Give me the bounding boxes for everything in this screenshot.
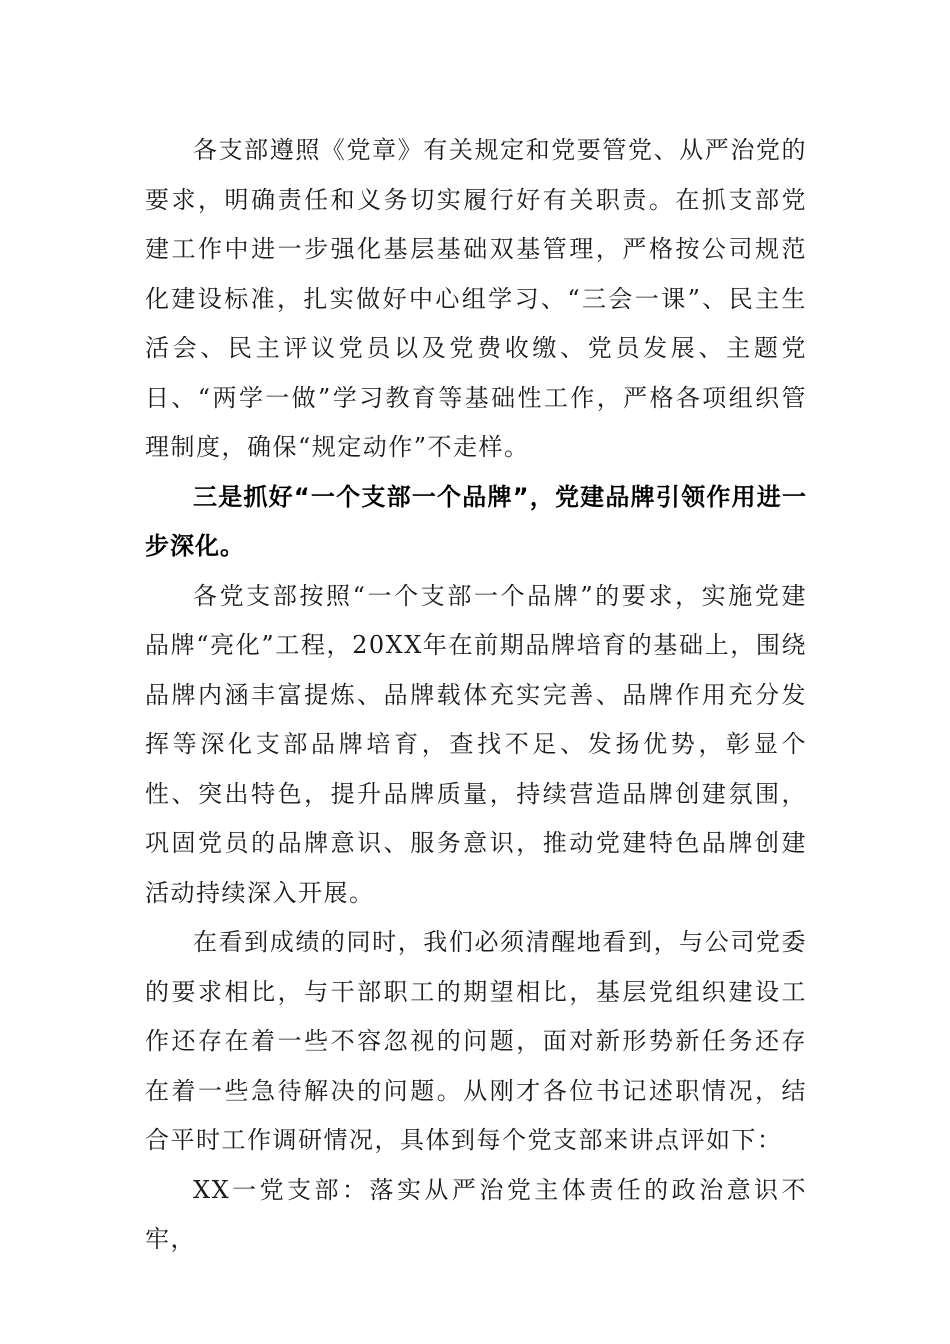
- section-heading-brand: 三是抓好“一个支部一个品牌”，党建品牌引领作用进一步深化。: [145, 482, 807, 560]
- document-body: [145, 126, 807, 1265]
- paragraph-branch-review: XX一党支部：落实从严治党主体责任的政治意识不牢，: [145, 1175, 807, 1253]
- paragraph-branch-duties: 各支部遵照《党章》有关规定和党要管党、从严治党的要求，明确责任和义务切实履行好有关职责。在抓支部党建工作中进一步强化基层基础双基管理，严格按公司规范化建设标准，扎实做好中心组学习、“三会一课”、民主生活会、民主评议党员以及党费收缴、党员发展、主题党日、“两学一做”学习教育等基础性工作，严格各项组织管理制度，确保“规定动作”不走样。: [145, 136, 807, 461]
- paragraph-problems: 在看到成绩的同时，我们必须清醒地看到，与公司党委的要求相比，与干部职工的期望相比，基层党组织建设工作还存在着一些不容忽视的问题，面对新形势新任务还存在着一些急待解决的问题。从刚才各位书记述职情况，结合平时工作调研情况，具体到每个党支部来讲点评如下：: [145, 928, 807, 1154]
- paragraph-brand-project: 各党支部按照“一个支部一个品牌”的要求，实施党建品牌“亮化”工程，20XX年在前期品牌培育的基础上，围绕品牌内涵丰富提炼、品牌载体充实完善、品牌作用充分发挥等深化支部品牌培育，查找不足、发扬优势，彰显个性、突出特色，提升品牌质量，持续营造品牌创建氛围，巩固党员的品牌意识、服务意识，推动党建特色品牌创建活动持续深入开展。: [145, 581, 807, 907]
